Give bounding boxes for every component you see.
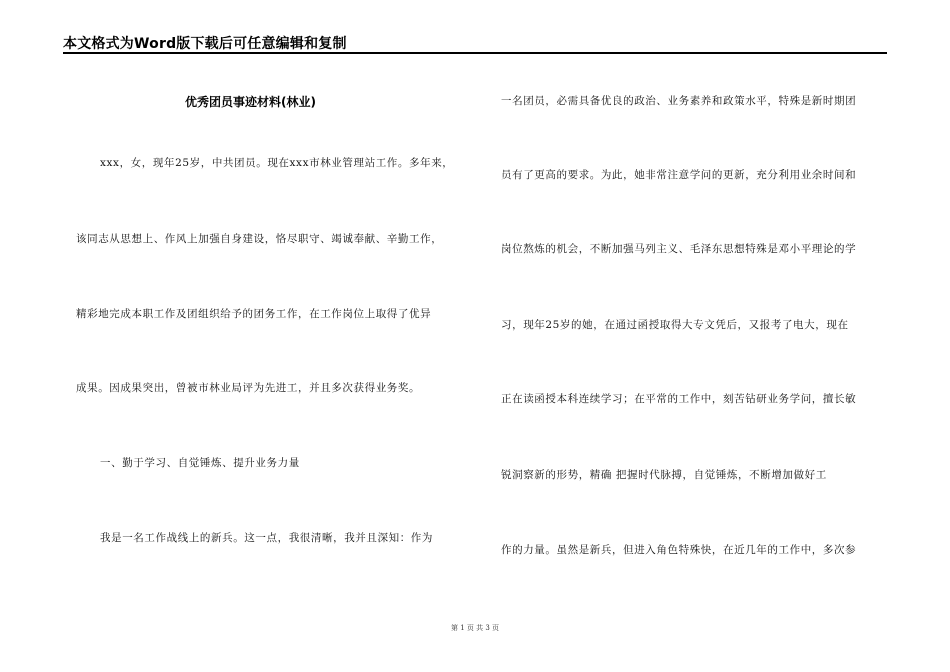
left-paragraph-line: xxx，女，现年25岁，中共团员。现在xxx市林业管理站工作。多年来， <box>100 157 454 169</box>
page-number-footer: 第 1 页 共 3 页 <box>450 624 500 632</box>
right-paragraph-line: 岗位熬炼的机会，不断加强马列主义、毛泽东思想特殊是邓小平理论的学 <box>501 243 857 255</box>
left-paragraph-line: 我是一名工作战线上的新兵。这一点，我很清晰，我并且深知：作为 <box>100 532 433 544</box>
section-heading: 一、勤于学习、自觉锤炼、提升业务力量 <box>100 457 300 469</box>
right-paragraph-line: 正在读函授本科连续学习；在平常的工作中，刻苦钻研业务学问，擅长敏 <box>501 393 857 405</box>
page-header-title: 本文格式为Word版下载后可任意编辑和复制 <box>63 36 347 52</box>
right-paragraph-line: 员有了更高的要求。为此，她非常注意学问的更新，充分利用业余时间和 <box>501 169 857 181</box>
document-title: 优秀团员事迹材料(林业) <box>185 95 316 109</box>
left-paragraph-line: 精彩地完成本职工作及团组织给予的团务工作，在工作岗位上取得了优异 <box>76 308 432 320</box>
right-paragraph-line: 一名团员，必需具备优良的政治、业务素养和政策水平，特殊是新时期团 <box>501 95 857 107</box>
header-divider <box>63 52 887 54</box>
right-paragraph-line: 作的力量。虽然是新兵，但进入角色特殊快，在近几年的工作中，多次参 <box>501 544 857 556</box>
right-paragraph-line: 习，现年25岁的她，在通过函授取得大专文凭后，又报考了电大，现在 <box>501 319 849 331</box>
right-paragraph-line: 锐洞察新的形势，精确 把握时代脉搏，自觉锤炼，不断增加做好工 <box>501 469 827 481</box>
left-paragraph-line: 该同志从思想上、作风上加强自身建设，恪尽职守、竭诚奉献、辛勤工作， <box>76 233 443 245</box>
left-paragraph-line: 成果。因成果突出，曾被市林业局评为先进工，并且多次获得业务奖。 <box>76 382 421 394</box>
